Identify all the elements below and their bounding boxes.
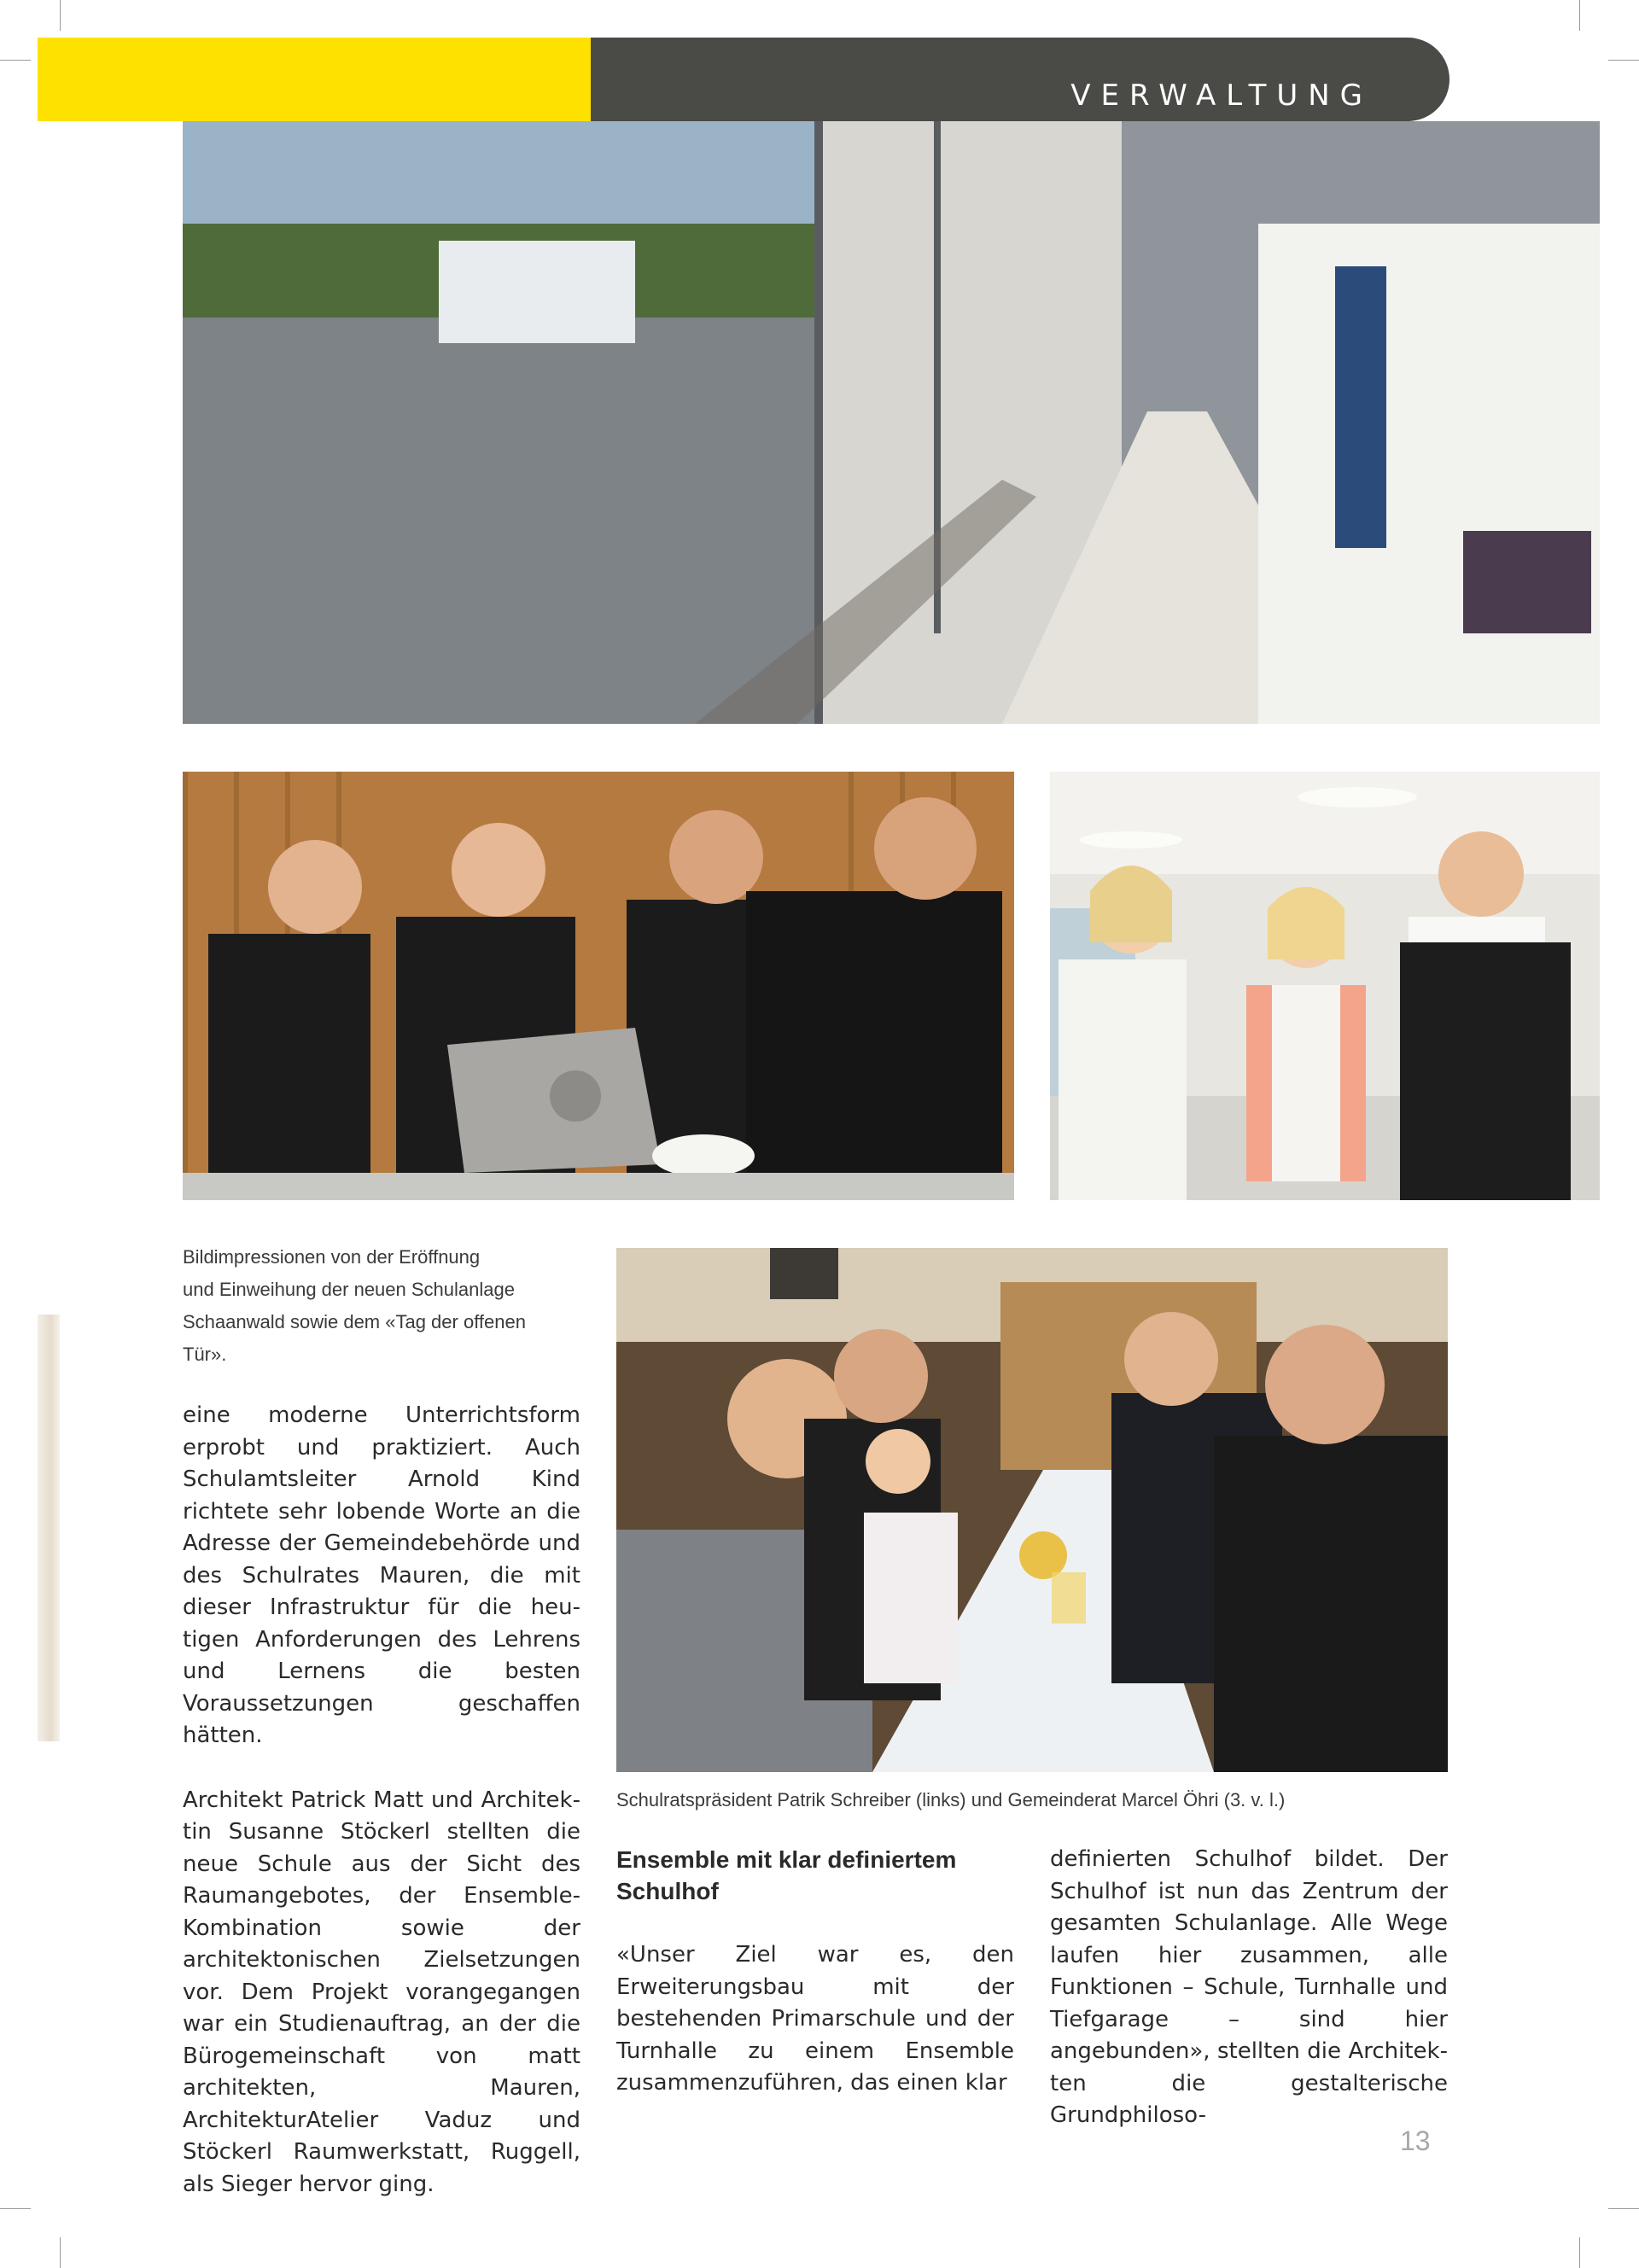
crop-mark <box>60 0 61 31</box>
crop-mark <box>0 2208 31 2209</box>
photo-caption-table: Schulratspräsident Patrik Schreiber (links) und Gemeinderat Marcel Öhri (3. v. l.) <box>616 1789 1286 1810</box>
photo-table <box>616 1248 1448 1772</box>
caption-line: und Einweihung der neuen Schulanlage <box>183 1279 515 1300</box>
body-paragraph: eine moderne Unterrichtsform erprobt und praktiziert. Auch Schulamtsleiter Arnold Kind richtete sehr lobende Worte an die Adresse der Gemeindebehörde und des Schulrates Mauren, die mit dieser Infrastruktur für die heutigen Anforderungen des Lehrens und Lernens die besten Voraussetzungen geschaffen hätten. <box>183 1402 580 1748</box>
header-accent-bar <box>38 38 591 121</box>
caption-line: Schaanwald sowie dem «Tag der offenen <box>183 1311 526 1332</box>
page-number: 13 <box>1400 2125 1431 2156</box>
photo-team <box>183 772 1014 1200</box>
crop-mark <box>1608 60 1639 61</box>
photo-caption-left <box>183 1241 584 1371</box>
body-paragraph: Architekt Patrick Matt und Architektin Susanne Stöckerl stellten die neue Schule aus der Sicht des Raumangebotes, der Ensemble-Kombination sowie der architektonischen Zielsetzungen vor. Dem Projekt vorangegangen war ein Studienauftrag, an der die Bürogemeinschaft von matt architekten, Mauren, ArchitekturAtelier Vaduz und Stöckerl Raumwerkstatt, Ruggell, als Sieger hervor ging. <box>183 1787 580 2197</box>
photo-corridor <box>183 121 1600 724</box>
header-section-bar <box>591 38 1449 121</box>
heading-line: Ensemble mit klar definiertem <box>616 1846 957 1873</box>
crop-mark <box>1579 2237 1580 2268</box>
column-1 <box>183 1400 580 2201</box>
section-title: VERWALTUNG <box>1070 79 1373 113</box>
crop-mark <box>0 60 31 61</box>
body-paragraph: definierten Schulhof bildet. Der Schulhof ist nun das Zentrum der gesamten Schulanlage. Alle Wege laufen hier zusammen, alle Funktionen – Schule, Turnhalle und Tiefgarage – sind hier angebunden», stellten die Architekten die gestalterische Grundphiloso- <box>1050 1846 1448 2128</box>
body-paragraph: «Unser Ziel war es, den Erweiterungsbau mit der bestehenden Primarschule und der Turnhalle zu einem Ensemble zusammenzuführen, das einen klar <box>616 1942 1014 2096</box>
section-heading <box>616 1844 1014 1907</box>
crop-mark <box>1608 2208 1639 2209</box>
caption-line: Tür». <box>183 1344 227 1365</box>
heading-line: Schulhof <box>616 1878 719 1904</box>
column-3 <box>1050 1844 1448 2132</box>
crop-mark <box>60 2237 61 2268</box>
caption-line: Bildimpressionen von der Eröffnung <box>183 1246 481 1268</box>
photo-classroom <box>1050 772 1600 1200</box>
adjacent-page-photo-edge <box>38 1315 60 1741</box>
column-2 <box>616 1939 1014 2100</box>
crop-mark <box>1579 0 1580 31</box>
